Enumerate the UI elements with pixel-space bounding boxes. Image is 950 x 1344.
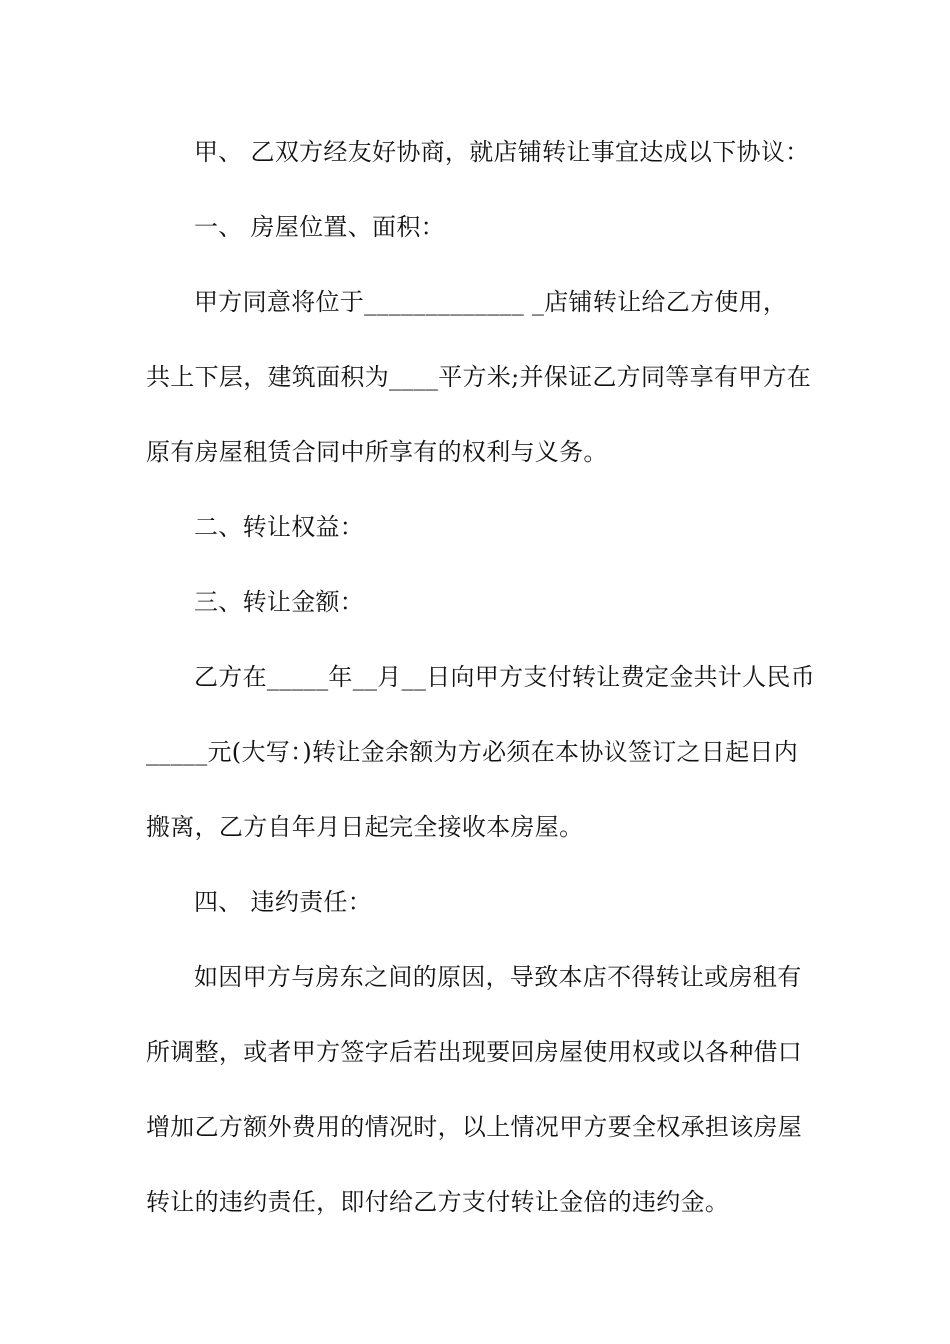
paragraph-liability-line-1: 如因甲方与房东之间的原因，导致本店不得转让或房租有: [194, 963, 802, 991]
paragraph-amount-line-1: 乙方在_____年__月__日向甲方支付转让费定金共计人民币: [194, 663, 815, 691]
paragraph-liability-line-3: 增加乙方额外费用的情况时，以上情况甲方要全权承担该房屋: [146, 1113, 803, 1141]
paragraph-amount-line-2: _____元(大写：)转让金余额为方必须在本协议签订之日起日内: [146, 738, 799, 766]
paragraph-amount-line-3: 搬离，乙方自年月日起完全接收本房屋。: [146, 813, 584, 841]
paragraph-intro: 甲、 乙双方经友好协商，就店铺转让事宜达成以下协议：: [194, 138, 810, 166]
heading-section-2: 二、转让权益：: [194, 513, 365, 541]
heading-section-3: 三、转让金额：: [194, 588, 365, 616]
paragraph-liability-line-4: 转让的违约责任，即付给乙方支付转让金倍的违约金。: [146, 1188, 730, 1216]
paragraph-liability-line-2: 所调整，或者甲方签字后若出现要回房屋使用权或以各种借口: [146, 1038, 803, 1066]
paragraph-location-line-3: 原有房屋租赁合同中所享有的权利与义务。: [146, 438, 608, 466]
heading-section-4: 四、 违约责任：: [194, 888, 373, 916]
paragraph-location-line-1: 甲方同意将位于_____________ _店铺转让给乙方使用，: [194, 288, 788, 316]
paragraph-location-line-2: 共上下层，建筑面积为____平方米;并保证乙方同等享有甲方在: [146, 363, 812, 391]
heading-section-1: 一、 房屋位置、面积：: [194, 213, 445, 241]
